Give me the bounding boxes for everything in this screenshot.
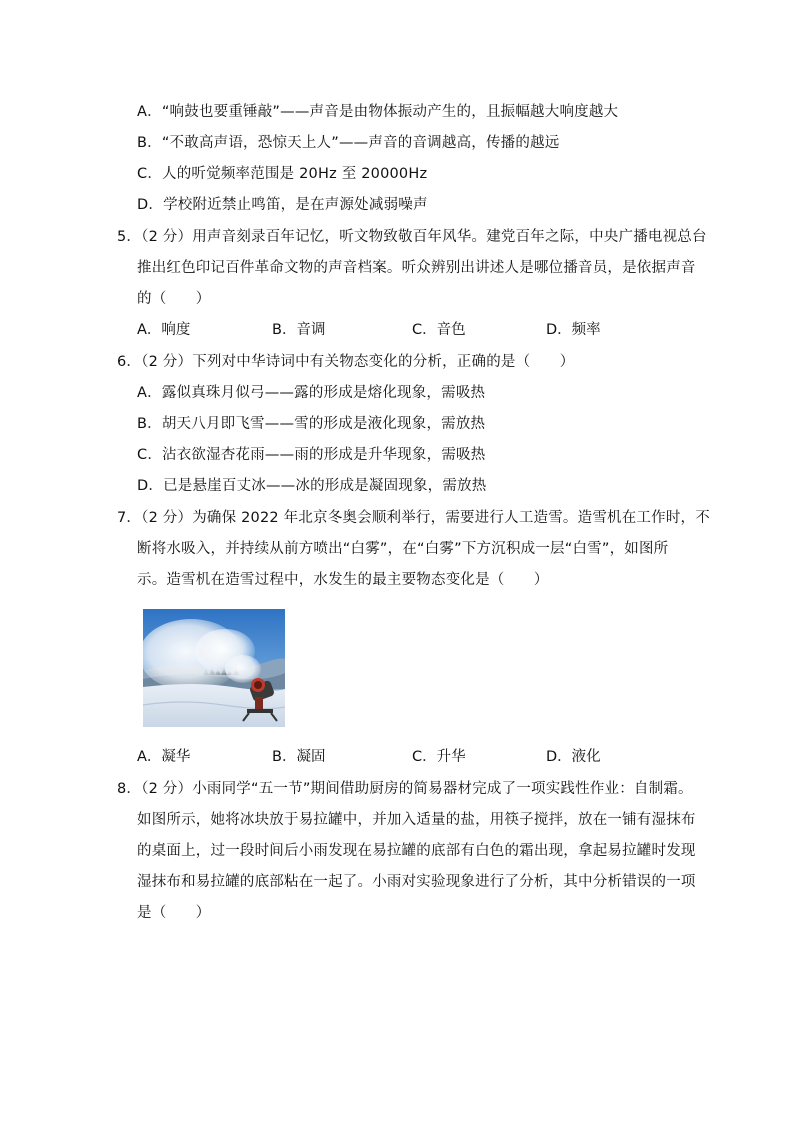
q7-option-d: D．液化	[546, 749, 601, 765]
q8-stem-line4: 湿抹布和易拉罐的底部粘在一起了。小雨对实验现象进行了分析，其中分析错误的一项	[137, 874, 696, 890]
q7-option-a: A．凝华	[137, 749, 191, 765]
q7-option-b: B．凝固	[272, 749, 326, 765]
q6-stem: 6．（2 分）下列对中华诗词中有关物态变化的分析，正确的是（ ）	[117, 354, 575, 370]
q5-option-c: C．音色	[412, 322, 466, 338]
q7-stem-line3: 示。造雪机在造雪过程中，水发生的最主要物态变化是（ ）	[137, 572, 549, 588]
q6-option-d: D．已是悬崖百丈冰——冰的形成是凝固现象，需放热	[137, 478, 487, 494]
q5-option-a: A．响度	[137, 322, 191, 338]
q8-stem-line2: 如图所示，她将冰块放于易拉罐中，并加入适量的盐，用筷子搅拌，放在一铺有湿抹布	[137, 812, 696, 828]
q6-option-c: C．沾衣欲湿杏花雨——雨的形成是升华现象，需吸热	[137, 447, 486, 463]
q8-stem-line5: 是（ ）	[137, 905, 211, 921]
q4-option-a: A．“响鼓也要重锤敲”——声音是由物体振动产生的，且振幅越大响度越大	[137, 104, 619, 120]
q5-stem-line3: 的（ ）	[137, 291, 211, 307]
q7-option-c: C．升华	[412, 749, 466, 765]
q4-option-d: D．学校附近禁止鸣笛，是在声源处减弱噪声	[137, 197, 428, 213]
q8-stem-line3: 的桌面上，过一段时间后小雨发现在易拉罐的底部有白色的霜出现，拿起易拉罐时发现	[137, 843, 696, 859]
q6-option-a: A．露似真珠月似弓——露的形成是熔化现象，需吸热	[137, 385, 486, 401]
snow-machine-photo	[143, 609, 285, 727]
q4-option-c: C．人的听觉频率范围是 20Hz 至 20000Hz	[137, 166, 428, 182]
q8-stem-line1: 8．（2 分）小雨同学“五一节”期间借助厨房的简易器材完成了一项实践性作业：自制霜。	[117, 781, 693, 797]
q5-stem-line2: 推出红色印记百件革命文物的声音档案。听众辨别出讲述人是哪位播音员，是依据声音	[137, 260, 696, 276]
q5-stem-line1: 5．（2 分）用声音刻录百年记忆，听文物致敬百年风华。建党百年之际，中央广播电视总台	[117, 229, 707, 245]
q7-stem-line2: 断将水吸入，并持续从前方喷出“白雾”，在“白雾”下方沉积成一层“白雪”，如图所	[137, 541, 669, 557]
q4-option-b: B．“不敢高声语，恐惊天上人”——声音的音调越高，传播的越远	[137, 135, 560, 151]
q5-option-b: B．音调	[272, 322, 326, 338]
q5-option-d: D．频率	[546, 322, 601, 338]
q6-option-b: B．胡天八月即飞雪——雪的形成是液化现象，需放热	[137, 416, 486, 432]
q7-stem-line1: 7．（2 分）为确保 2022 年北京冬奥会顺利举行，需要进行人工造雪。造雪机在工作时，不	[117, 510, 710, 526]
